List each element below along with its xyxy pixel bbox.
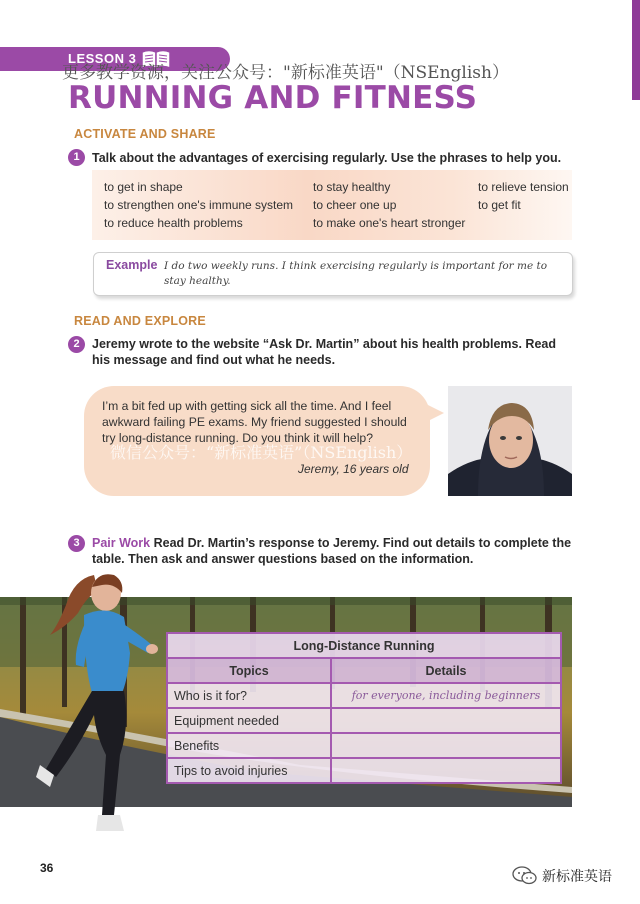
- phrase-item: to cheer one up: [313, 198, 397, 212]
- section-heading-read: READ AND EXPLORE: [74, 314, 206, 328]
- table-cell-topic: Equipment needed: [167, 708, 331, 733]
- number-badge-1: 1: [68, 149, 85, 166]
- number-badge-3: 3: [68, 535, 85, 552]
- number-badge-2: 2: [68, 336, 85, 353]
- table-cell-topic: Benefits: [167, 733, 331, 758]
- table-title: Long-Distance Running: [167, 633, 561, 658]
- table-cell-detail: [331, 758, 561, 783]
- instruction-2: Jeremy wrote to the website “Ask Dr. Martin” about his health problems. Read his message and find out what he needs.: [92, 337, 556, 367]
- table-cell-topic: Tips to avoid injuries: [167, 758, 331, 783]
- phrase-item: to get fit: [478, 198, 521, 212]
- table-row: [167, 733, 561, 758]
- phrase-item: to strengthen one's immune system: [104, 198, 294, 212]
- speech-bubble-tail: [424, 403, 444, 423]
- wechat-icon: [512, 866, 538, 886]
- table-row: [167, 758, 561, 783]
- phrase-item: to get in shape: [104, 180, 183, 194]
- pair-work-text: Read Dr. Martin’s response to Jeremy. Find out details to complete the table. Then ask and answer questions based on the information.: [92, 536, 572, 566]
- runner-figure: [36, 565, 166, 845]
- instruction-1: Talk about the advantages of exercising regularly. Use the phrases to help you.: [92, 151, 562, 165]
- table-cell-detail: [331, 733, 561, 758]
- phrase-item: to reduce health problems: [104, 216, 243, 230]
- pair-work-label: Pair Work: [92, 536, 151, 550]
- phrase-item: to make one's heart stronger: [313, 216, 466, 230]
- table-header-details: Details: [331, 658, 561, 683]
- long-distance-running-table: [166, 632, 562, 784]
- table-row: [167, 683, 561, 708]
- watermark-middle: 微信公众号：“新标准英语”（NSEnglish）: [110, 443, 413, 462]
- table-cell-topic: Who is it for?: [167, 683, 331, 708]
- page-number: 36: [40, 861, 54, 875]
- message-signature: Jeremy, 16 years old: [298, 462, 409, 476]
- table-header-topics: Topics: [167, 658, 331, 683]
- phrase-item: to relieve tension: [478, 180, 569, 194]
- table-row: [167, 708, 561, 733]
- table-cell-detail: [331, 708, 561, 733]
- lesson-title: RUNNING AND FITNESS: [68, 80, 478, 116]
- phrase-item: to stay healthy: [313, 180, 391, 194]
- edge-strip: [632, 0, 640, 100]
- example-label: Example: [106, 258, 158, 272]
- message-text: I’m a bit fed up with getting sick all the time. And I feel awkward failing PE exams. My friend suggested I should try long-distance running. Do you think it will help?: [102, 399, 407, 445]
- jeremy-photo: [448, 386, 572, 496]
- table-cell-detail: for everyone, including beginners: [331, 683, 561, 708]
- instruction-3: [92, 535, 572, 567]
- section-heading-activate: ACTIVATE AND SHARE: [74, 127, 216, 141]
- watermark-top: 更多教学资源，关注公众号："新标准英语"（NSEnglish）: [62, 63, 509, 83]
- lesson-label: LESSON 3: [68, 51, 137, 66]
- example-text: I do two weekly runs. I think exercising regularly is important for me to stay healthy.: [164, 260, 548, 287]
- wechat-account-name: 新标准英语: [542, 869, 612, 885]
